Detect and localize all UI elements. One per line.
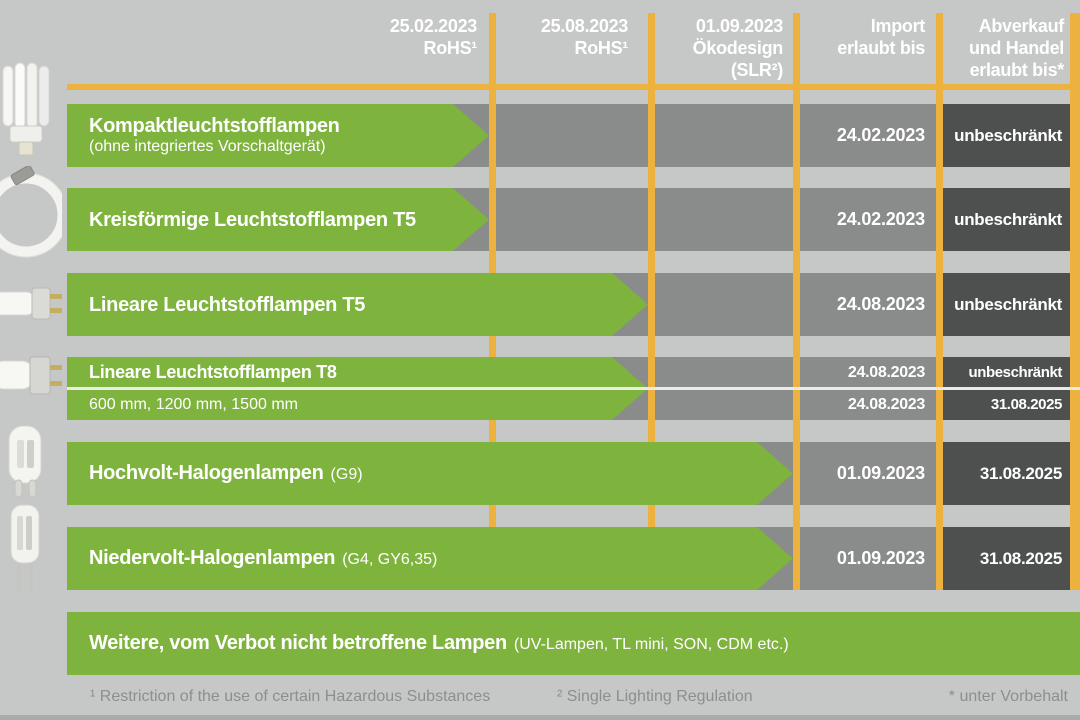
bottom-edge-shadow: [0, 715, 1080, 720]
header-divider-line: [67, 84, 1080, 90]
g4-halogen-lamp-icon: [2, 503, 50, 603]
header-line: (SLR²): [730, 60, 783, 80]
lamp-type-label: Kompaktleuchtstofflampen: [89, 115, 340, 137]
header-line: und Handel: [969, 38, 1064, 58]
row-split-divider: [67, 387, 1080, 390]
lamp-socket-label: (G9): [330, 465, 363, 483]
footnote-reservation: * unter Vorbehalt: [948, 688, 1068, 705]
sale-until-value: unbeschränkt: [968, 364, 1062, 381]
lamp-type-label: Hochvolt-Halogenlampen (G9): [89, 461, 363, 484]
table-row-kompaktleuchtstofflampen: [67, 104, 1080, 167]
sale-until-value: unbeschränkt: [954, 126, 1062, 145]
sale-until-value: 31.08.2025: [979, 464, 1062, 483]
linear-fluorescent-t8-lamp-icon: [0, 352, 64, 405]
header-line: 25.08.2023: [540, 16, 628, 36]
column-line-right-edge: [1070, 13, 1080, 590]
sale-until-value: 31.08.2025: [979, 549, 1062, 568]
lamp-type-label: Lineare Leuchtstofflampen T5: [89, 293, 366, 316]
lamp-type-label: Niedervolt-Halogenlampen (G4, GY6,35): [89, 546, 438, 569]
lamp-type-label: Lineare Leuchtstofflampen T8: [89, 362, 337, 382]
row-title: [89, 527, 437, 590]
linear-fluorescent-t5-lamp-icon: [0, 283, 64, 330]
table-row-niedervolt-halogen: [67, 527, 1080, 590]
row-title: [89, 188, 416, 251]
lamp-socket-label: (G4, GY6,35): [342, 550, 438, 568]
header-line: erlaubt bis*: [969, 60, 1064, 80]
header-line: 01.09.2023: [695, 16, 783, 36]
lamp-examples-label: (UV-Lampen, TL mini, SON, CDM etc.): [513, 635, 789, 653]
g9-halogen-lamp-icon: [2, 424, 50, 509]
footnote-rohs: ¹ Restriction of the use of certain Hazardous Substances: [90, 688, 491, 705]
header-line: Import: [870, 16, 925, 36]
lamp-type-label: Kreisförmige Leuchtstofflampen T5: [89, 208, 416, 231]
table-row-hochvolt-halogen: [67, 442, 1080, 505]
import-until-value: 01.09.2023: [836, 463, 925, 483]
row-title: [89, 104, 340, 167]
lamp-type-label: Weitere, vom Verbot nicht betroffene Lampen (UV-Lampen, TL mini, SON, CDM etc.): [89, 631, 789, 654]
import-until-value: 24.08.2023: [847, 396, 925, 413]
table-row-weitere-lampen: [67, 612, 1080, 675]
row-title: [89, 357, 337, 388]
import-until-value: 24.08.2023: [836, 294, 925, 314]
header-line: RoHS¹: [574, 38, 628, 58]
row-title: [89, 442, 363, 505]
import-until-value: 24.02.2023: [836, 125, 925, 145]
row-variant-title: [89, 390, 298, 420]
import-until-value: 01.09.2023: [836, 548, 925, 568]
header-line: Ökodesign: [692, 38, 783, 58]
header-line: Abverkauf: [978, 16, 1064, 36]
row-title: [89, 273, 365, 336]
table-row-kreisfoermige-t5: [67, 188, 1080, 251]
sale-until-value: unbeschränkt: [954, 210, 1062, 229]
header-line: erlaubt bis: [837, 38, 925, 58]
header-line: 25.02.2023: [389, 16, 477, 36]
import-until-value: 24.08.2023: [847, 364, 925, 381]
compact-fluorescent-lamp-icon: [0, 62, 55, 167]
lamp-variant-label: 600 mm, 1200 mm, 1500 mm: [89, 396, 298, 413]
sale-until-value: 31.08.2025: [990, 396, 1062, 413]
row-title: [89, 612, 789, 675]
lamp-type-sublabel: (ohne integriertes Vorschaltgerät): [89, 138, 326, 155]
header-line: RoHS¹: [423, 38, 477, 58]
sale-until-value: unbeschränkt: [954, 295, 1062, 314]
column-line-import: [936, 13, 943, 590]
circular-fluorescent-lamp-icon: [0, 166, 62, 265]
header-column-abverkauf: [864, 15, 1064, 81]
table-row-lineare-t5: [67, 273, 1080, 336]
table-row-lineare-t8: [67, 357, 1080, 420]
footnote-slr: ² Single Lighting Regulation: [557, 688, 753, 705]
import-until-value: 24.02.2023: [836, 209, 925, 229]
